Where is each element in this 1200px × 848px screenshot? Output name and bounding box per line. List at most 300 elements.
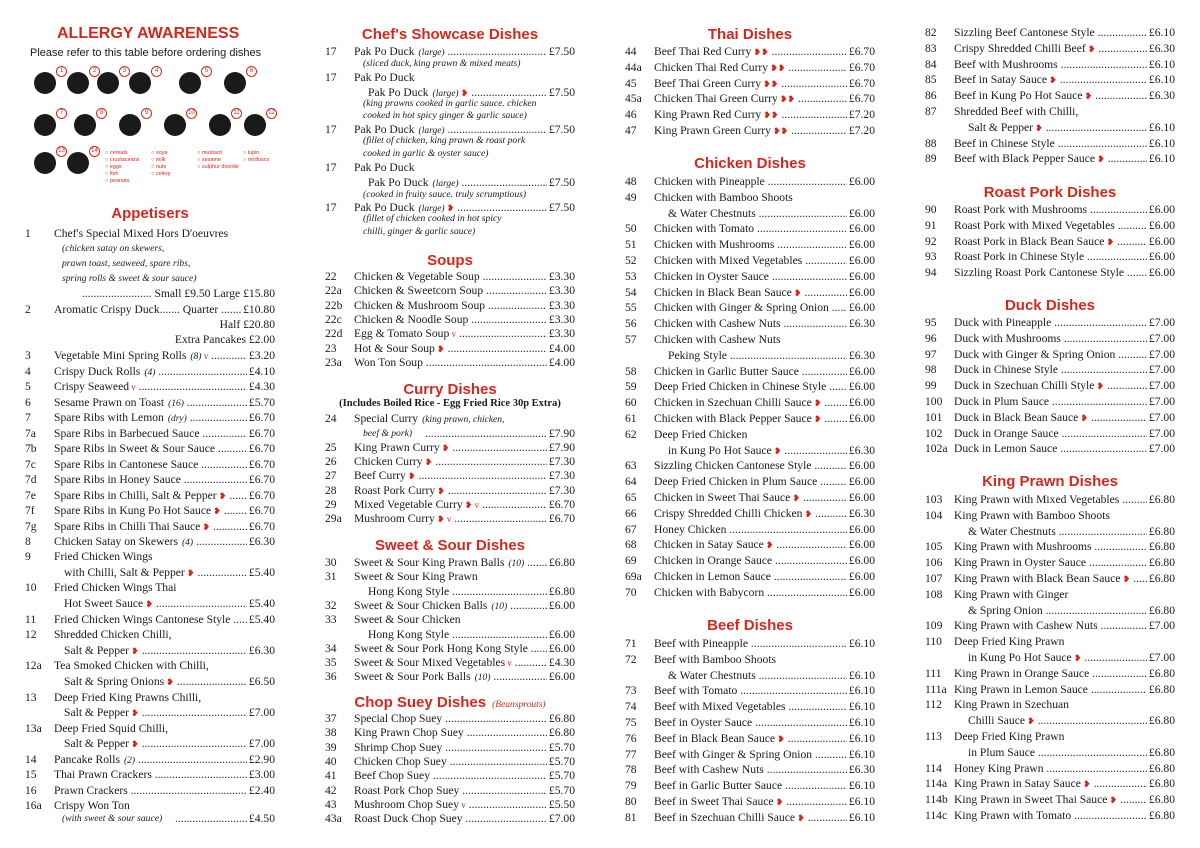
item-number: 35	[325, 656, 337, 670]
item-description: spring rolls & sweet & sour sauce)	[62, 273, 197, 284]
item-number: 22b	[325, 298, 343, 312]
item-name-text: Chicken in Black Bean Sauce	[654, 285, 792, 299]
menu-item-row	[625, 269, 875, 284]
item-name	[654, 794, 875, 809]
chilli-icon: ❥	[434, 343, 445, 354]
item-note: (4)	[181, 538, 194, 548]
item-name-text: & Water Chestnuts	[668, 206, 756, 220]
menu-item-row	[325, 669, 575, 684]
item-price: £6.70	[848, 92, 875, 106]
item-name-text: King Prawn Red Curry	[654, 108, 762, 122]
menu-item-row	[925, 265, 1175, 280]
item-number: 14	[25, 753, 37, 766]
item-name	[654, 652, 875, 667]
item-number: 90	[925, 203, 937, 216]
item-name	[954, 218, 1175, 233]
item-name-text: Chicken with Mixed Vegetables	[654, 254, 803, 267]
item-number: 25	[325, 441, 337, 454]
chilli-icon: ❥	[811, 398, 822, 409]
item-name-text: Chicken with Tomato	[654, 222, 755, 236]
allergen-legend-item: ○ cereals	[105, 150, 128, 156]
item-name-text: Special Curry	[354, 412, 419, 425]
menu-item-row	[925, 713, 1175, 728]
item-price: £6.00	[1148, 266, 1175, 280]
item-number: 51	[625, 238, 637, 252]
item-number: 5	[25, 380, 31, 393]
menu-item-row	[925, 136, 1175, 151]
item-description: cooked in hot spicy ginger & garlic sauce)	[363, 110, 527, 121]
section-beef-text: Beef Dishes	[707, 617, 793, 634]
item-name-text: Beef with Cashew Nuts	[654, 763, 764, 777]
section-king-prawn-text: King Prawn Dishes	[982, 473, 1118, 490]
item-name-text: Chicken in Oyster Sauce	[654, 269, 769, 283]
item-number: 49	[625, 190, 637, 204]
item-name-text: Special Chop Suey	[354, 712, 443, 725]
item-note: (10)	[474, 673, 491, 684]
item-price: £6.70	[548, 497, 575, 511]
item-price: £6.30	[1148, 41, 1175, 55]
item-name-text: Deep Fried Chicken in Chinese Style	[654, 380, 827, 394]
item-name-text: Spare Ribs in Chilli Thai Sauce	[54, 520, 201, 533]
item-note: (2)	[124, 756, 136, 766]
menu-item-row	[25, 752, 275, 767]
item-name-text: Sizzling Roast Pork Cantonese Style	[954, 266, 1125, 280]
menu-item-row	[925, 104, 1175, 119]
item-name-text: Roast Pork Curry	[354, 483, 436, 497]
item-price: £6.00	[548, 641, 575, 655]
menu-item-row	[325, 440, 575, 455]
item-number: 43	[325, 797, 337, 811]
item-number: 36	[325, 670, 337, 684]
item-price: £6.00	[848, 175, 875, 188]
item-price: £6.10	[848, 810, 875, 824]
item-name	[954, 136, 1175, 151]
item-name-text: Spare Ribs in Sweet & Sour Sauce	[54, 442, 216, 455]
item-number: 28	[325, 483, 337, 497]
item-name	[954, 618, 1175, 633]
item-description: (with sweet & sour sauce)	[62, 813, 163, 824]
item-number: 71	[625, 637, 637, 650]
item-number: 78	[625, 763, 637, 777]
item-number: 91	[925, 218, 937, 232]
item-name	[354, 269, 575, 284]
item-name	[954, 776, 1175, 791]
menu-item-row	[925, 508, 1175, 523]
item-price: £6.00	[848, 412, 875, 425]
item-name-text: & Water Chestnuts	[668, 668, 756, 682]
item-name-text: Honey Chicken	[654, 522, 727, 536]
item-price: £6.80	[1148, 714, 1175, 728]
item-number: 109	[925, 619, 943, 633]
item-price: £6.30	[248, 535, 275, 548]
item-name-text: Beef Thai Red Curry	[654, 45, 752, 58]
item-name-text: Tea Smoked Chicken with Chilli,	[54, 659, 209, 672]
item-name-text: Chicken with Mushrooms	[654, 238, 775, 252]
item-number: 7	[25, 411, 31, 424]
item-price: £6.00	[848, 254, 875, 267]
item-price: £6.10	[848, 668, 875, 682]
item-name	[54, 379, 275, 394]
menu-item-row	[925, 41, 1175, 56]
menu-item-row	[325, 811, 575, 826]
item-number: 63	[625, 459, 637, 473]
item-name-text: Chicken Chop Suey	[354, 754, 447, 768]
item-name-text: Honey King Prawn	[954, 761, 1044, 775]
item-price: £6.00	[848, 538, 875, 552]
vegetarian-icon: v	[449, 329, 457, 340]
item-name	[354, 440, 575, 455]
item-number: 86	[925, 89, 937, 103]
item-name	[954, 249, 1175, 264]
menu-item-row	[325, 160, 575, 175]
item-name	[968, 713, 1175, 728]
item-number: 57	[625, 333, 637, 346]
item-price: £3.30	[548, 327, 575, 341]
menu-item-row	[625, 731, 875, 746]
allergen-number-badge: 2	[89, 66, 100, 77]
menu-item-row	[925, 492, 1175, 507]
item-price: £7.00	[1148, 442, 1175, 456]
allergen-number-badge: 14	[89, 146, 100, 157]
item-name	[654, 810, 875, 825]
item-price: £6.80	[548, 726, 575, 740]
item-number: 98	[925, 363, 937, 377]
item-name	[354, 411, 575, 426]
item-name	[954, 362, 1175, 377]
item-number: 100	[925, 395, 943, 408]
section-sweet-sour-text: Sweet & Sour Dishes	[374, 537, 526, 554]
item-name-text: & Water Chestnuts	[968, 524, 1056, 538]
item-name-text: Chicken with Ginger & Spring Onion	[654, 301, 829, 315]
item-name-text: Crispy Shredded Chilli Chicken	[654, 506, 803, 520]
item-number: 29	[325, 497, 337, 511]
item-price: £6.00	[1148, 203, 1175, 216]
item-name	[954, 331, 1175, 346]
item-number: 43a	[325, 812, 342, 826]
item-number: 83	[925, 41, 937, 55]
menu-item-row	[925, 634, 1175, 649]
allergen-legend-item: ○ eggs	[105, 164, 122, 170]
chilli-icon: ❥	[1120, 574, 1131, 584]
item-price: £7.50	[548, 86, 575, 99]
item-name	[54, 395, 275, 410]
item-name	[954, 441, 1175, 456]
menu-item-row	[25, 767, 275, 782]
item-number: 88	[925, 136, 937, 150]
item-name-text: Prawn Crackers	[54, 784, 128, 797]
chilli-icon: ❥	[1082, 91, 1093, 102]
item-name	[654, 269, 875, 284]
item-number: 105	[925, 540, 943, 554]
chilli-icon: ❥❥	[768, 62, 786, 73]
item-number: 24	[325, 412, 337, 425]
item-name	[954, 347, 1175, 362]
item-name-text: Deep Fried King Prawn	[954, 635, 1065, 649]
item-name	[968, 120, 1175, 135]
item-name-text: Chicken in Szechuan Chilli Sauce	[654, 396, 812, 410]
item-number: 114b	[925, 793, 948, 807]
item-number: 55	[625, 301, 637, 315]
column-thai-chicken-beef	[625, 0, 875, 848]
item-price: £6.10	[848, 731, 875, 745]
item-number: 8	[25, 535, 31, 548]
item-number: 23	[325, 341, 337, 355]
item-name-text: Sweet & Sour Chicken Balls	[354, 598, 488, 612]
item-name	[54, 348, 275, 363]
item-name	[654, 569, 875, 584]
item-price: £6.00	[848, 522, 875, 536]
menu-item-row	[25, 379, 275, 394]
item-name-text: Chicken Curry	[354, 455, 423, 469]
item-number: 9	[25, 550, 31, 563]
menu-item-row	[325, 740, 575, 755]
item-price: £2.40	[248, 784, 275, 797]
item-name-text: Pancake Rolls	[54, 753, 121, 766]
menu-item-row	[25, 627, 275, 642]
item-name	[654, 458, 875, 473]
item-description: beef & pork)	[363, 428, 413, 439]
menu-item-row	[325, 326, 575, 341]
item-note: (dry)	[167, 414, 187, 424]
item-name-text: Sizzling Chicken Cantonese Style	[654, 459, 812, 473]
item-price: £6.70	[248, 442, 275, 455]
menu-item-row	[325, 555, 575, 570]
item-number: 34	[325, 641, 337, 655]
item-number: 101	[925, 410, 943, 424]
menu-item-row	[625, 458, 875, 473]
chilli-icon: ❥	[200, 522, 211, 532]
item-price: £7.00	[1148, 426, 1175, 440]
menu-item-row	[625, 537, 875, 552]
item-name	[54, 534, 275, 549]
item-price: £6.10	[848, 716, 875, 729]
item-description: chilli, ginger & garlic sauce)	[363, 226, 476, 237]
item-name	[54, 767, 275, 782]
chilli-icon: ❥	[795, 812, 805, 823]
vegetarian-icon: v	[472, 499, 480, 510]
item-number: 7f	[25, 504, 35, 517]
item-name-text: Beef with Mixed Vegetables	[654, 700, 786, 714]
item-price: £6.00	[548, 598, 575, 612]
vegetarian-icon: v	[129, 382, 136, 392]
menu-item-row	[625, 652, 875, 667]
item-name-text: Chicken Thai Green Curry	[654, 92, 778, 106]
item-name	[668, 668, 875, 683]
item-number: 7a	[25, 427, 36, 440]
menu-item-row	[625, 569, 875, 584]
aromatic-duck-half-price: Half £20.80	[219, 318, 275, 331]
menu-item-row	[625, 443, 875, 458]
item-name-text: Chicken in Sweet Thai Sauce	[654, 491, 791, 504]
item-name	[654, 60, 875, 75]
item-name-text: Fried Chicken Wings	[54, 550, 153, 563]
item-number: 32	[325, 598, 337, 612]
item-name-text: Salt & Pepper	[64, 644, 130, 657]
menu-item-row	[625, 44, 875, 59]
allergy-subtitle: Please refer to this table before ordering dishes	[30, 47, 262, 59]
item-number: 104	[925, 508, 943, 522]
extra-pancakes-price: Extra Pancakes £2.00	[174, 333, 275, 346]
item-name-text: Spare Ribs in Chilli, Salt & Pepper	[54, 489, 217, 502]
menu-item-row	[325, 411, 575, 426]
chilli-icon: ❥	[790, 493, 801, 503]
item-name	[954, 666, 1175, 681]
item-price: £6.30	[848, 506, 875, 520]
item-number: 22d	[325, 327, 343, 341]
item-number: 61	[625, 412, 637, 425]
menu-item-row	[325, 483, 575, 498]
item-number: 13a	[25, 722, 42, 735]
item-name-text: King Prawn in Satay Sauce	[954, 777, 1081, 791]
section-duck	[925, 297, 1175, 314]
item-name	[54, 503, 275, 518]
item-name-text: King Prawn with Tomato	[954, 809, 1072, 822]
item-price: £3.30	[548, 284, 575, 298]
item-name	[968, 524, 1175, 539]
item-name	[668, 348, 875, 363]
item-price: £6.10	[848, 779, 875, 793]
menu-item-row	[325, 655, 575, 670]
item-name	[654, 285, 875, 300]
item-number: 81	[625, 810, 637, 824]
item-price: £5.40	[248, 597, 275, 610]
item-price: £6.30	[848, 763, 875, 777]
item-name-text: Egg & Tomato Soup	[354, 327, 450, 341]
menu-item-row	[25, 736, 275, 751]
item-number: 72	[625, 652, 637, 666]
item-price: £6.10	[848, 700, 875, 714]
menu-item-row	[625, 107, 875, 122]
allergen-legend-item: ○ mustard	[197, 150, 222, 156]
item-price: £6.80	[1148, 777, 1175, 791]
item-price: £6.80	[1148, 809, 1175, 822]
item-number: 92	[925, 234, 937, 248]
item-name-text: in Kung Po Hot Sauce	[668, 443, 772, 457]
menu-item-row	[925, 315, 1175, 330]
item-price: £6.00	[848, 364, 875, 378]
item-price: £6.50	[248, 675, 275, 688]
item-price: £6.10	[1148, 73, 1175, 87]
menu-item-row	[625, 411, 875, 426]
item-number: 112	[925, 698, 942, 712]
item-name-text: Crispy Won Ton	[54, 799, 130, 812]
item-number: 53	[625, 269, 637, 283]
item-name	[54, 721, 275, 736]
item-number: 97	[925, 347, 937, 361]
item-name	[954, 697, 1175, 712]
item-number: 64	[625, 475, 637, 489]
item-name	[968, 603, 1175, 618]
item-name-text: Pak Po Duck	[368, 86, 429, 99]
item-price: £6.70	[248, 489, 275, 502]
item-name	[954, 492, 1175, 507]
section-chop-suey-text: Chop Suey Dishes	[354, 694, 487, 711]
menu-item-row	[625, 490, 875, 505]
item-name	[668, 206, 875, 221]
item-number: 89	[925, 152, 937, 166]
item-name	[64, 705, 275, 720]
item-name-text: King Prawn in Sweet Thai Sauce	[954, 793, 1108, 807]
chilli-icon: ❥	[143, 599, 154, 609]
item-name	[954, 72, 1175, 87]
item-name-text: Beef in Sweet Thai Sauce	[654, 795, 774, 808]
item-number: 106	[925, 556, 943, 570]
item-name-text: Spare Ribs in Barbecued Sauce	[54, 427, 200, 440]
item-number: 69a	[625, 570, 642, 583]
allergen-number-badge: 5	[201, 66, 212, 77]
item-name-text: Roast Pork in Chinese Style	[954, 250, 1085, 264]
item-name-text: Beef with Mushrooms	[954, 57, 1058, 71]
menu-item-row	[625, 506, 875, 521]
hors-doeuvres-prices: ........................ Small £9.50 Large £15.80	[81, 287, 275, 300]
item-price: £5.70	[548, 754, 575, 768]
item-name-text: Sweet & Sour Chicken	[354, 613, 461, 627]
item-number: 74	[625, 700, 637, 714]
item-price: £7.00	[1148, 331, 1175, 345]
item-name-text: Beef in Szechuan Chilli Sauce	[654, 810, 796, 824]
menu-item-row	[325, 269, 575, 284]
item-price: £6.80	[548, 584, 575, 598]
item-note: (16)	[168, 399, 184, 409]
menu-item-row	[625, 810, 875, 825]
item-name-text: Pak Po Duck	[354, 161, 415, 174]
item-name-text: Salt & Pepper	[64, 737, 130, 750]
item-number: 7e	[25, 489, 36, 502]
menu-item-row	[925, 729, 1175, 744]
item-name	[954, 571, 1175, 586]
item-number: 102	[925, 426, 943, 440]
menu-item-row	[325, 454, 575, 469]
item-number: 111	[925, 666, 942, 680]
item-price: £7.30	[548, 483, 575, 497]
item-name	[354, 655, 575, 670]
item-price: £7.00	[248, 706, 275, 719]
item-number: 52	[625, 254, 637, 267]
item-price: £7.90	[548, 441, 575, 454]
item-price: £5.50	[548, 797, 575, 811]
item-price: £6.70	[848, 60, 875, 74]
item-number: 54	[625, 285, 637, 299]
menu-item-row	[325, 768, 575, 783]
item-number: 16a	[25, 799, 42, 812]
menu-item-row	[25, 226, 275, 241]
item-name-text: Chicken in Garlic Butter Sauce	[654, 364, 799, 378]
item-price: £6.70	[848, 45, 875, 58]
chilli-icon: ❥	[1078, 412, 1089, 423]
menu-item-row	[325, 725, 575, 740]
item-name-text: Pak Po Duck	[354, 71, 415, 84]
item-name-text: Crispy Duck Rolls	[54, 365, 141, 378]
menu-item-row	[25, 457, 275, 472]
menu-item-row	[925, 524, 1175, 539]
section-chefs-showcase	[325, 26, 575, 43]
item-name	[354, 797, 575, 812]
menu-item-row	[325, 497, 575, 512]
menu-item-row	[925, 378, 1175, 393]
item-name-text: Chef's Special Mixed Hors D'oeuvres	[54, 227, 229, 240]
menu-item-row	[25, 596, 275, 611]
allergen-legend-item: ○ lupin	[243, 150, 260, 156]
item-price: £6.00	[848, 491, 875, 504]
menu-item-row	[25, 395, 275, 410]
item-name	[668, 443, 875, 458]
item-name	[654, 762, 875, 777]
item-price: £6.00	[848, 380, 875, 394]
item-number: 15	[25, 768, 37, 781]
item-name	[954, 761, 1175, 776]
item-description: (cooked in fruity sauce. truly scrumptious)	[363, 189, 527, 200]
item-price: £6.00	[1148, 250, 1175, 264]
